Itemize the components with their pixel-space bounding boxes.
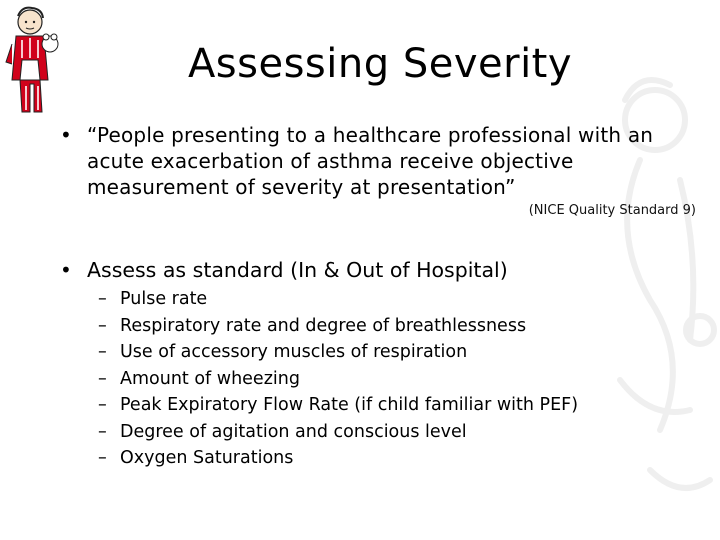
slide-title: Assessing Severity — [187, 41, 573, 87]
dash-marker: – — [98, 342, 107, 362]
list-item — [98, 313, 678, 340]
bullet-text: “People presenting to a healthcare professional with an acute exacerbation of asthma receive objective measurement of severity at presentation” — [87, 123, 654, 199]
list-item — [98, 392, 678, 419]
dash-marker: – — [98, 368, 107, 389]
list-item-text: Degree of agitation and conscious level — [120, 421, 467, 442]
bullet-nice-quote — [60, 122, 710, 202]
list-item-text: Respiratory rate and degree of breathlessness — [120, 315, 527, 336]
bullet-assess-standard — [60, 257, 700, 285]
list-item-text: Use of accessory muscles of respiration — [120, 342, 468, 362]
citation: (NICE Quality Standard 9) — [528, 203, 696, 218]
dash-marker: – — [98, 448, 107, 468]
bullet-text: Assess as standard (In & Out of Hospital) — [87, 258, 508, 282]
dash-marker: – — [98, 315, 107, 336]
list-item-text: Peak Expiratory Flow Rate (if child familiar with PEF) — [120, 395, 579, 415]
assessment-sublist — [98, 286, 678, 472]
list-item — [98, 366, 678, 393]
bullet-marker: • — [60, 123, 72, 147]
dash-marker: – — [98, 421, 107, 442]
list-item — [98, 419, 678, 446]
child-pajamas-logo-icon — [0, 0, 66, 120]
list-item — [98, 339, 678, 366]
list-item-text: Oxygen Saturations — [120, 448, 294, 468]
list-item-text: Amount of wheezing — [120, 368, 300, 389]
list-item — [98, 286, 678, 313]
list-item-text: Pulse rate — [120, 289, 208, 309]
dash-marker: – — [98, 395, 107, 415]
dash-marker: – — [98, 289, 107, 309]
list-item — [98, 445, 678, 472]
bullet-marker: • — [60, 258, 72, 282]
